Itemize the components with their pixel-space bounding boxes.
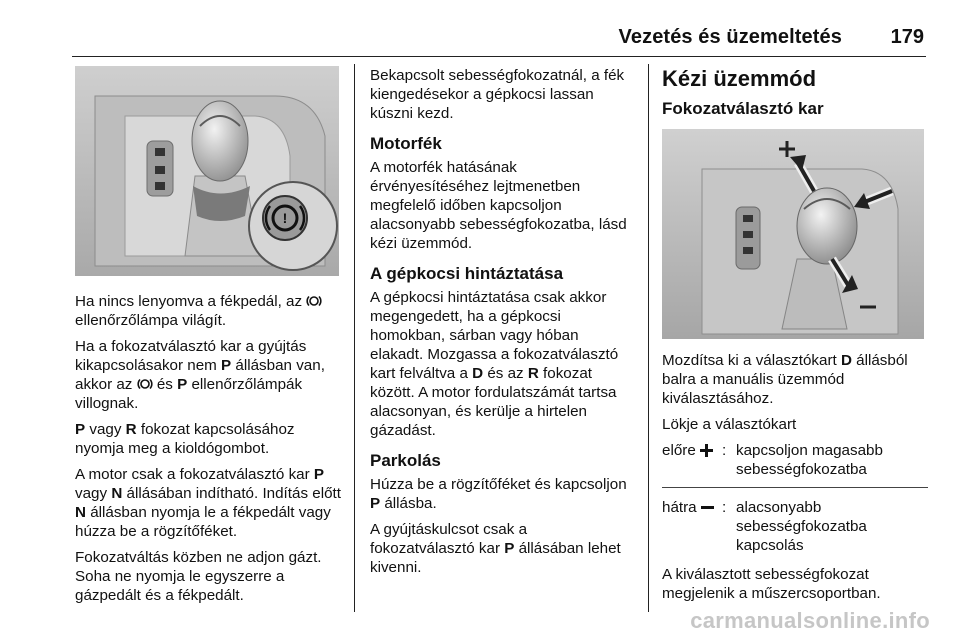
brake-warning-icon bbox=[306, 293, 322, 309]
header-title: Vezetés és üzemeltetés bbox=[618, 26, 842, 48]
page-number: 179 bbox=[890, 26, 924, 48]
svg-text:!: ! bbox=[282, 210, 288, 226]
column-divider-1 bbox=[354, 64, 355, 612]
paragraph-4: A motor csak a fokozatválasztó kar P vagy N állásában indítható. Indítás előtt N állásban nyomja le a fékpedált vagy húzza be a rögzítőféket. bbox=[75, 466, 341, 540]
column-3 bbox=[662, 66, 928, 610]
paragraph-display: A kiválasztott sebességfokozat megjelenik a műszercsoportban. bbox=[662, 566, 881, 602]
paragraph-parkolas-1: Húzza be a rögzítőféket és kapcsoljon P állásba. bbox=[370, 476, 627, 512]
list-term: hátra bbox=[662, 499, 697, 516]
paragraph-parkolas-2: A gyújtáskulcsot csak a fokozatválasztó kar P állásában lehet kivenni. bbox=[370, 521, 621, 576]
list-item bbox=[662, 498, 928, 555]
paragraph-5: Fokozatváltás közben ne adjon gázt. Soha ne nyomja le egyszerre a gázpedált és a fékpedált. bbox=[75, 549, 322, 604]
list-colon: : bbox=[722, 442, 727, 459]
shift-direction-list bbox=[662, 441, 928, 555]
paragraph-motorfek: A motorfék hatásának érvényesítéséhez lejtmenetben megfelelő időben kapcsoljon alacsonyabb sebességfokozatba, lásd kézi üzemmód. bbox=[370, 159, 627, 252]
list-desc: kapcsoljon magasabb sebességfokozatba bbox=[736, 442, 883, 478]
heading-parkolas: Parkolás bbox=[370, 451, 441, 470]
list-term: előre bbox=[662, 442, 696, 459]
minus-icon bbox=[701, 501, 714, 514]
paragraph-push-lever: Lökje a választókart bbox=[662, 416, 797, 433]
column-1 bbox=[75, 66, 343, 612]
header-rule bbox=[72, 56, 926, 57]
heading-hintaztatas: A gépkocsi hintáztatása bbox=[370, 264, 564, 283]
paragraph-manual-select: Mozdítsa ki a választókart D állásból balra a manuális üzemmód kiválasztásához. bbox=[662, 352, 908, 407]
paragraph-1: Ha nincs lenyomva a fékpedál, az ellenőrzőlámpa világít. bbox=[75, 292, 343, 330]
manual-mode-lever-illustration bbox=[662, 129, 924, 339]
list-colon: : bbox=[722, 499, 727, 516]
gear-selector-brake-illustration bbox=[75, 66, 339, 276]
heading-motorfek: Motorfék bbox=[370, 134, 442, 153]
section-title: Kézi üzemmód bbox=[662, 66, 817, 91]
paragraph-creep: Bekapcsolt sebességfokozatnál, a fék kiengedésekor a gépkocsi lassan kúszni kezd. bbox=[370, 67, 625, 122]
watermark: carmanualsonline.info bbox=[690, 608, 930, 633]
paragraph-2: Ha a fokozatválasztó kar a gyújtás kikapcsolásakor nem P állásban van, akkor az és P ellenőrzőlámpák villognak. bbox=[75, 338, 325, 412]
brake-warning-icon bbox=[137, 376, 153, 392]
column-divider-2 bbox=[648, 64, 649, 612]
subsection-title: Fokozatválasztó kar bbox=[662, 99, 824, 118]
paragraph-3: P vagy R fokozat kapcsolásához nyomja meg a kioldógombot. bbox=[75, 421, 295, 457]
paragraph-hintaztatas: A gépkocsi hintáztatása csak akkor megengedett, ha a gépkocsi homokban, sárban vagy hóban elakadt. Mozgassa a fokozatválasztó kart felváltva a D és az R fokozat között. A motor fordulatszámát tartsa alacsonyan, és kerülje a hirtelen gázadást. bbox=[370, 289, 619, 439]
list-separator bbox=[662, 487, 928, 488]
column-2 bbox=[370, 66, 634, 584]
list-item bbox=[662, 441, 928, 479]
list-desc: alacsonyabb sebességfokozatba kapcsolás bbox=[736, 499, 867, 554]
plus-icon bbox=[700, 444, 713, 457]
